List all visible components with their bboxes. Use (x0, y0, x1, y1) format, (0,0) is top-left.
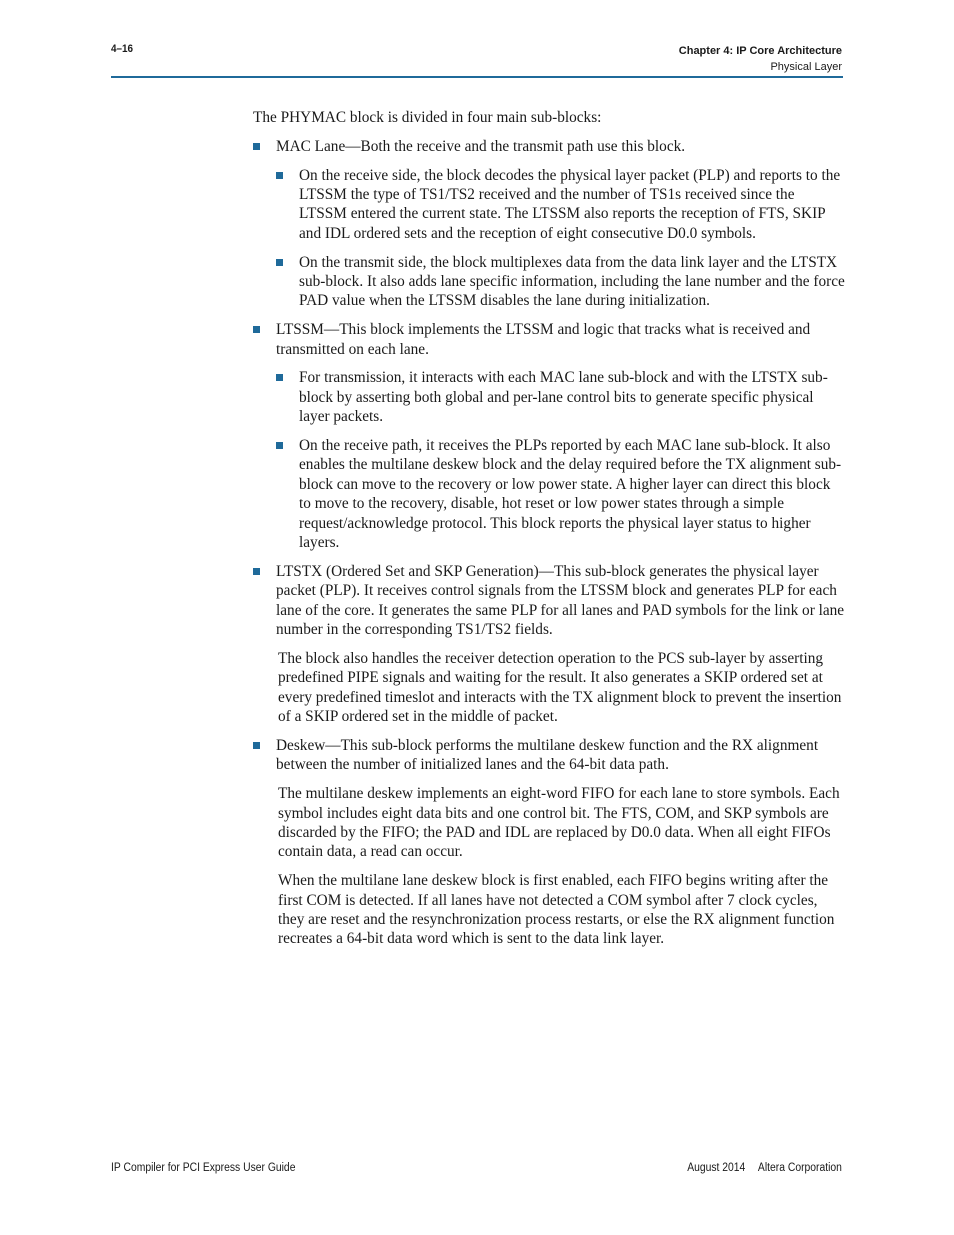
footer-date: August 2014 (687, 1162, 746, 1174)
bullet-icon (253, 326, 260, 333)
list-item-text: LTSTX (Ordered Set and SKP Generation)—This sub-block generates the physical layer packet (PLP). It receives control signals from the LTSSM block and generates PLP for each lane of the core. It generates the same PLP for all lanes and PAD symbols for the link or lane number in the corresponding TS1/TS2 fields. (276, 562, 845, 639)
chapter-title: Chapter 4: IP Core Architecture (678, 45, 842, 57)
list-item-text: LTSSM—This block implements the LTSSM and logic that tracks what is received and transmitted on each lane. (276, 321, 811, 358)
sub-list-item-text: On the receive side, the block decodes the physical layer packet (PLP) and reports to the LTSSM the type of TS1/TS2 received and the number of TS1s received since the LTSSM entered the current state. The LTSSM also reports the reception of FTS, SKIP and IDL ordered sets and the reception of eight consecutive D0.0 symbols. (299, 166, 841, 242)
footer-company: Altera Corporation (758, 1162, 842, 1174)
header-rule (111, 76, 843, 78)
section-title: Physical Layer (770, 61, 842, 73)
list-item-deskew (253, 736, 845, 949)
bullet-icon (276, 442, 283, 449)
footer-meta (687, 1162, 842, 1174)
sub-list-item-text: On the transmit side, the block multiplexes data from the data link layer and the LTSTX sub-block. It also adds lane specific information, including the lane number and the force PAD value when the LTSSM disables the lane during initialization. (299, 253, 845, 310)
list-item-mac-lane (253, 137, 845, 311)
bullet-icon (276, 172, 283, 179)
sub-list-item (276, 368, 845, 426)
sub-block-list (253, 137, 845, 949)
list-item-ltstx (253, 562, 845, 727)
bullet-icon (253, 568, 260, 575)
sub-list (276, 166, 845, 311)
sub-list (276, 368, 845, 552)
sub-list-item (276, 436, 845, 552)
sub-list-item-text: For transmission, it interacts with each MAC lane sub-block and with the LTSTX sub-block by asserting both global and per-lane control bits to generate specific physical layer packets. (299, 369, 828, 426)
footer-doc-title: IP Compiler for PCI Express User Guide (111, 1162, 296, 1174)
intro-paragraph: The PHYMAC block is divided in four main sub-blocks: (253, 109, 602, 126)
list-item-paragraph: When the multilane lane deskew block is first enabled, each FIFO begins writing after the first COM is detected. If all lanes have not detected a COM symbol after 7 clock cycles, they are reset and the resynchronization process restarts, or else the RX alignment function recreates a 64-bit data word which is sent to the data link layer. (278, 872, 835, 948)
bullet-icon (276, 374, 283, 381)
sub-list-item (276, 166, 845, 244)
sub-list-item-text: On the receive path, it receives the PLPs reported by each MAC lane sub-block. It also enables the multilane deskew block and the delay required before the TX alignment sub-block can move to the recovery or low power state. A higher layer can direct this block to move to the recovery, disable, hot reset or low power states through a simple request/acknowledge protocol. This block reports the physical layer status to higher layers. (299, 437, 842, 552)
list-item-paragraph: The multilane deskew implements an eight-word FIFO for each lane to store symbols. Each symbol includes eight data bits and one control bit. The FTS, COM, and SKP symbols are discarded by the FIFO; the PAD and IDL are replaced by D0.0 data. When all eight FIFOs contain data, a read can occur. (278, 785, 840, 861)
list-item-paragraph: The block also handles the receiver detection operation to the PCS sub-layer by asserting predefined PIPE signals and waiting for the result. It also generates a SKIP ordered set at every predefined timeslot and interacts with the TX alignment block to prevent the insertion of a SKIP ordered set in the middle of packet. (278, 649, 842, 726)
running-header (679, 43, 842, 75)
list-item-ltssm (253, 320, 845, 552)
bullet-icon (253, 143, 260, 150)
body-content (253, 108, 845, 958)
bullet-icon (253, 742, 260, 749)
list-item-text: MAC Lane—Both the receive and the transmit path use this block. (276, 137, 686, 155)
bullet-icon (276, 259, 283, 266)
page-number: 4–16 (111, 43, 134, 55)
sub-list-item (276, 253, 845, 311)
list-item-text: Deskew—This sub-block performs the multilane deskew function and the RX alignment between the number of initialized lanes and the 64-bit data path. (276, 736, 819, 774)
